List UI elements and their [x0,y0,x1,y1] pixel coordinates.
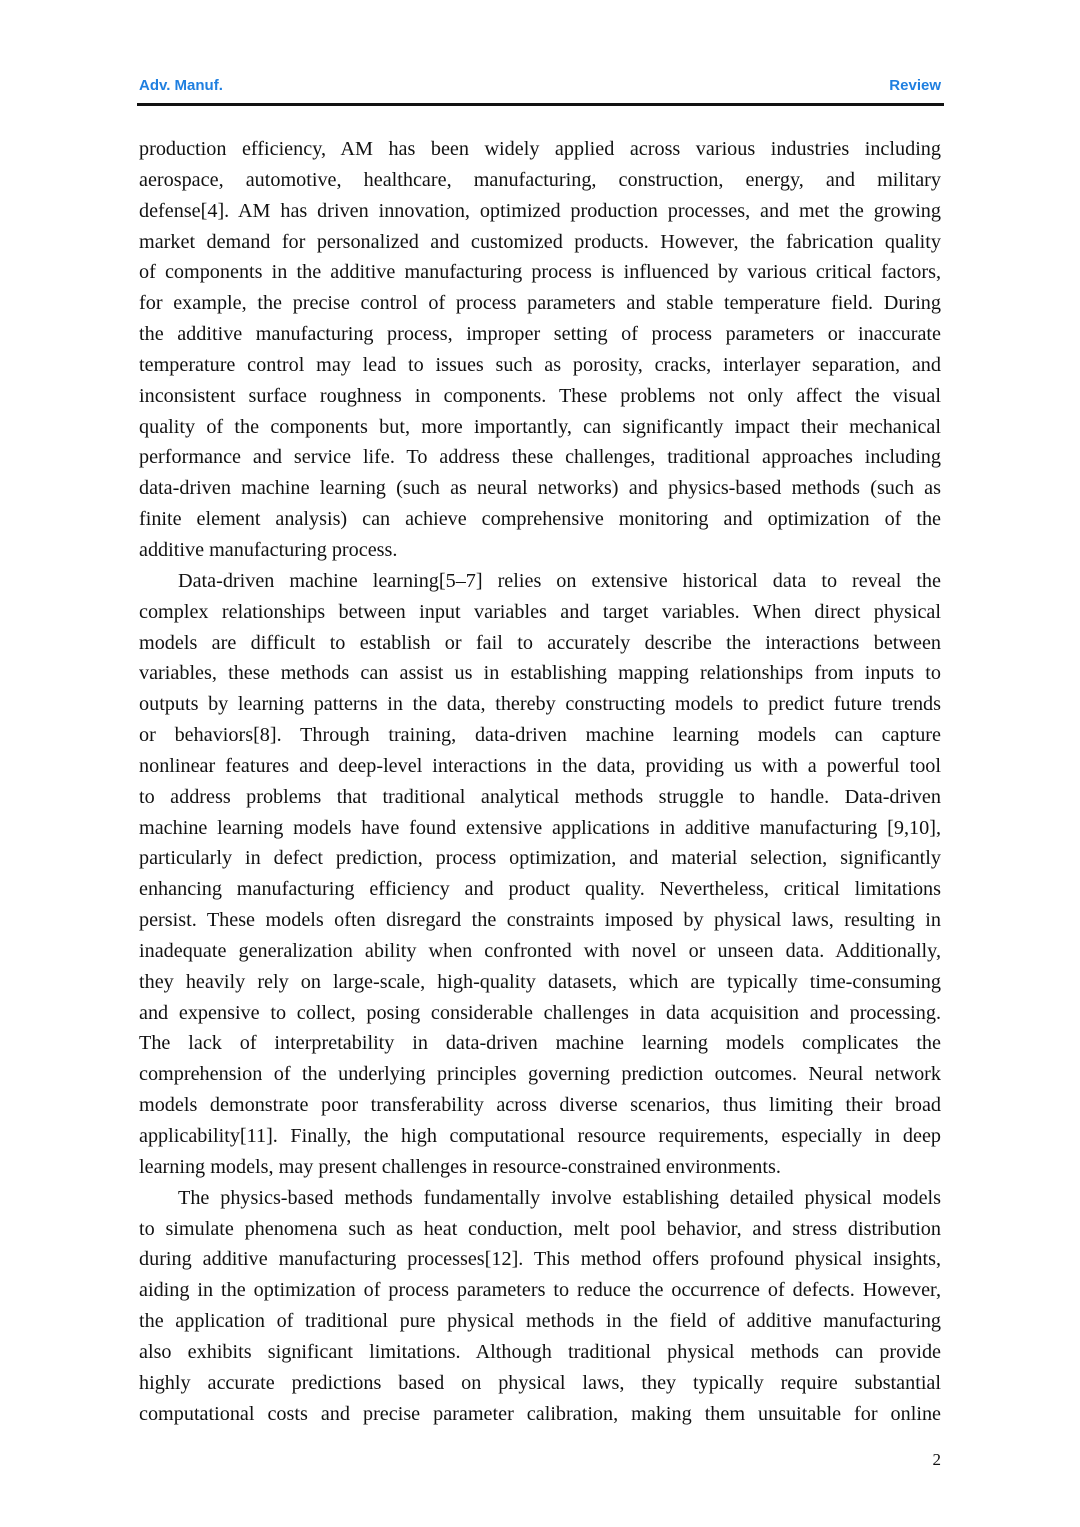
text-line: they heavily rely on large-scale, high-quality datasets, which are typically time-consuming [139,970,941,993]
text-line: the additive manufacturing process, improper setting of process parameters or inaccurate [139,323,941,346]
journal-name: Adv. Manuf. [139,77,223,94]
text-line: defense[4]. AM has driven innovation, optimized production processes, and met the growing [139,199,941,222]
text-line: finite element analysis) can achieve comprehensive monitoring and optimization of the [139,508,941,531]
text-line: models demonstrate poor transferability across diverse scenarios, thus limiting their broad [139,1094,941,1117]
paragraph [139,134,941,566]
text-line: to simulate phenomena such as heat conduction, melt pool behavior, and stress distribution [139,1217,941,1240]
text-line: additive manufacturing process. [139,538,398,561]
text-line: and expensive to collect, posing considerable challenges in data acquisition and processing. [139,1001,941,1024]
text-line: for example, the precise control of process parameters and stable temperature field. During [139,292,941,315]
text-line: The lack of interpretability in data-driven machine learning models complicates the [139,1032,941,1055]
text-line: applicability[11]. Finally, the high computational resource requirements, especially in deep [139,1125,941,1147]
text-line: Data-driven machine learning[5–7] relies on extensive historical data to reveal the [178,569,941,592]
text-line: performance and service life. To address these challenges, traditional approaches including [139,446,941,469]
text-line: models are difficult to establish or fail to accurately describe the interactions between [139,631,941,654]
text-line: aerospace, automotive, healthcare, manufacturing, construction, energy, and military [139,168,941,191]
text-line: learning models, may present challenges in resource-constrained environments. [139,1155,781,1178]
text-line: or behaviors[8]. Through training, data-driven machine learning models can capture [139,724,941,747]
text-line: market demand for personalized and customized products. However, the fabrication quality [139,230,941,253]
text-line: particularly in defect prediction, process optimization, and material selection, significantly [139,847,941,870]
page-number: 2 [932,1450,941,1469]
text-line: inconsistent surface roughness in components. These problems not only affect the visual [139,384,941,407]
text-line: The physics-based methods fundamentally involve establishing detailed physical models [178,1186,941,1209]
body-text [139,134,941,1429]
text-line: complex relationships between input variables and target variables. When direct physical [139,600,941,623]
text-line: computational costs and precise parameter calibration, making them unsuitable for online [139,1402,941,1425]
text-line: also exhibits significant limitations. Although traditional physical methods can provide [139,1340,941,1363]
text-line: outputs by learning patterns in the data, thereby constructing models to predict future trends [139,693,941,716]
text-line: inadequate generalization ability when confronted with novel or unseen data. Additionally, [139,939,941,962]
text-line: data-driven machine learning (such as neural networks) and physics-based methods (such as [139,477,941,500]
paragraph [139,566,941,1183]
text-line: production efficiency, AM has been widely applied across various industries including [139,138,941,160]
text-line: comprehension of the underlying principles governing prediction outcomes. Neural network [139,1063,941,1086]
header-rule [137,103,944,106]
text-line: variables, these methods can assist us in establishing mapping relationships from inputs to [139,662,941,685]
text-line: machine learning models have found extensive applications in additive manufacturing [9,10], [139,816,941,839]
text-line: quality of the components but, more importantly, can significantly impact their mechanical [139,415,941,438]
text-line: the application of traditional pure physical methods in the field of additive manufacturing [139,1310,941,1333]
text-line: of components in the additive manufacturing process is influenced by various critical factors, [139,261,941,284]
text-line: temperature control may lead to issues such as porosity, cracks, interlayer separation, and [139,353,941,376]
text-line: enhancing manufacturing efficiency and product quality. Nevertheless, critical limitations [139,878,941,901]
paragraph [139,1183,941,1430]
text-line: persist. These models often disregard the constraints imposed by physical laws, resulting in [139,909,941,932]
text-line: aiding in the optimization of process parameters to reduce the occurrence of defects. However, [139,1279,941,1302]
text-line: highly accurate predictions based on physical laws, they typically require substantial [139,1371,941,1394]
text-line: to address problems that traditional analytical methods struggle to handle. Data-driven [139,785,941,808]
article-type: Review [889,77,941,94]
text-line: nonlinear features and deep-level interactions in the data, providing us with a powerful tool [139,754,941,777]
text-line: during additive manufacturing processes[12]. This method offers profound physical insights, [139,1248,941,1271]
